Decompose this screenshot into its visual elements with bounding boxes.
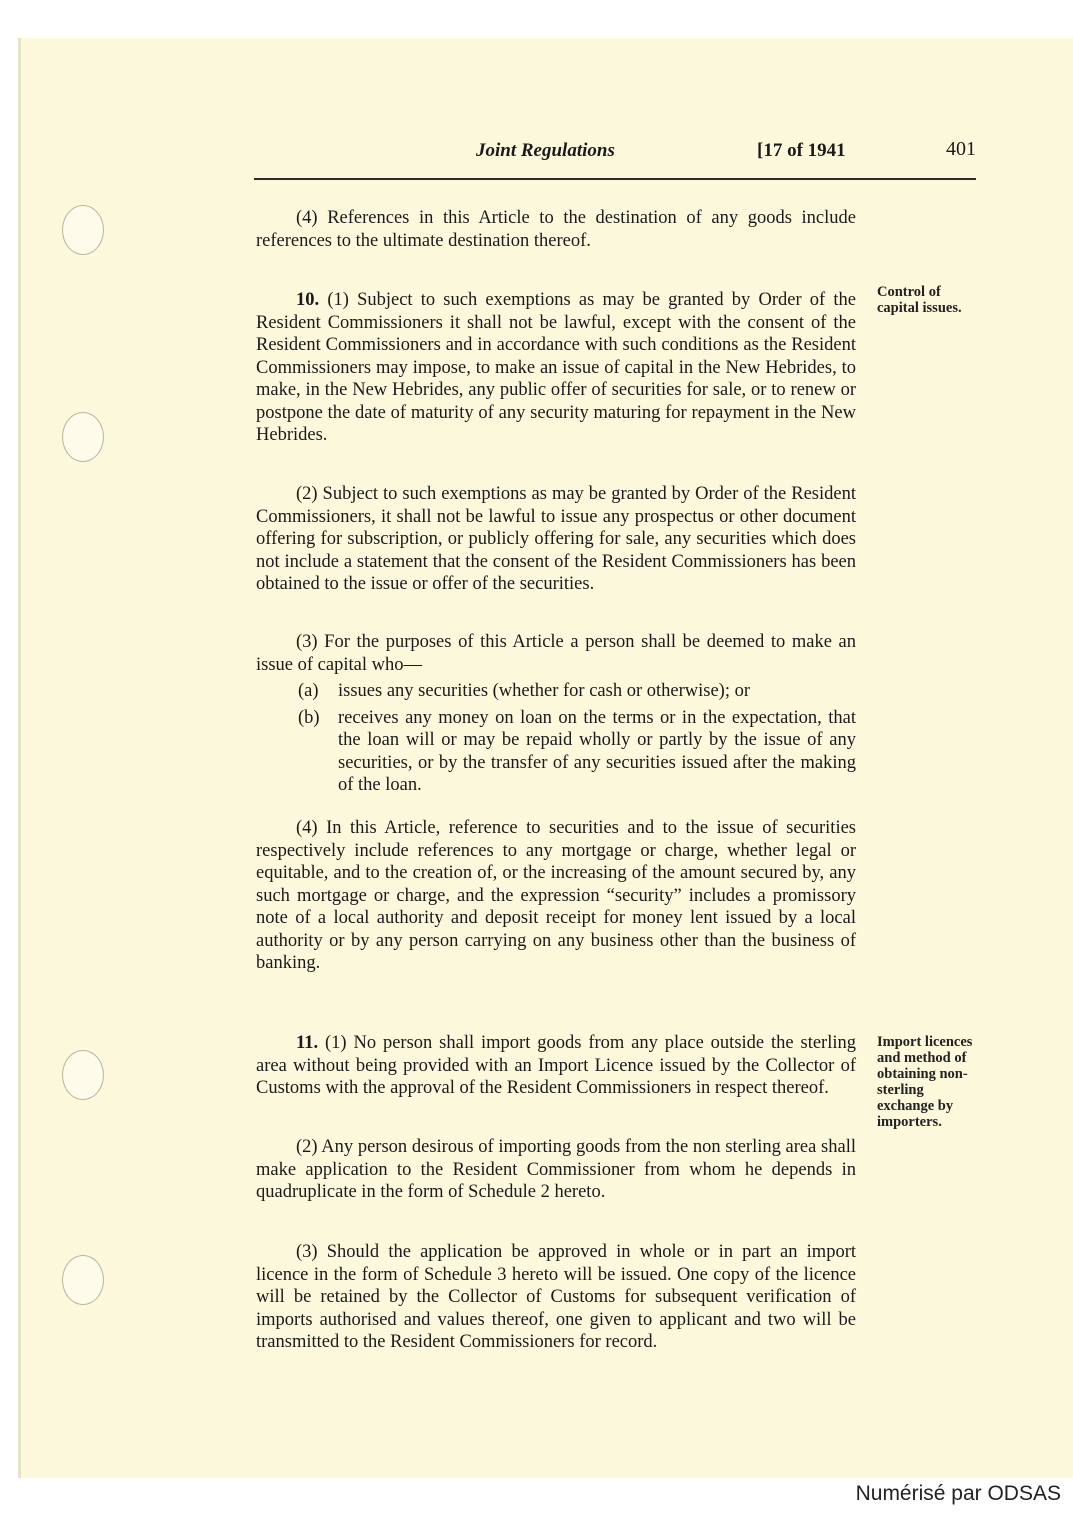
article-10-para-4: (4) In this Article, reference to securities and to the issue of securities respectively include references to any mortgage or charge, whether legal or equitable, and to the creation of, or the increasing of the amount secured by, any such mortgage or charge, and the expression “security” includes a promissory note of a local authority and deposit receipt for money lent issued by a local authority or by any person carrying on any business other than the business of banking. (256, 818, 856, 973)
article-10-number: 10. (296, 290, 320, 310)
page-edge (18, 38, 21, 1478)
paragraph-prev-4: (4) References in this Article to the destination of any goods include references to the ultimate destination thereof. (256, 208, 856, 251)
article-11-para-3: (3) Should the application be approved in whole or in part an import licence in the form of Schedule 3 hereto will be issued. One copy of the licence will be retained by the Collector of Customs for subsequent verification of imports authorised and values thereof, one given to applicant and two will be transmitted to the Resident Commissioners for record. (256, 1242, 856, 1352)
margin-note-control-of-capital-issues: Control of capital issues. (877, 284, 962, 316)
header-rule (254, 178, 976, 180)
running-title: Joint Regulations (476, 140, 615, 161)
article-10-para-1: 10. (1) Subject to such exemptions as may be granted by Order of the Resident Commissioners it shall not be lawful, except with the consent of the Resident Commissioners and in accordance with such conditions as the Resident Commissioners may impose, to make an issue of capital in the New Hebrides, to make, in the New Hebrides, any public offer of securities for sale, or to renew or postpone the date of maturity of any security maturing for repayment in the New Hebrides. (256, 290, 856, 445)
margin-note-import-licences: Import licences and method of obtaining non-sterling exchange by importers. (877, 1034, 973, 1130)
punch-hole (62, 1255, 104, 1305)
article-10-para-3: (3) For the purposes of this Article a person shall be deemed to make an issue of capital who— (a) issues any securities (whether for cash or otherwise); or (b) receives any money on loan on the terms or in the expectation, that the loan will or may be repaid wholly or partly by the issue of any securities, or by the transfer of any securities issued after the making of the loan. (256, 632, 856, 795)
article-10 (256, 289, 856, 447)
punch-hole (62, 1050, 104, 1100)
punch-hole (62, 205, 104, 255)
digitization-credit: Numérisé par ODSAS (855, 1482, 1061, 1505)
article-10-para-2: (2) Subject to such exemptions as may be granted by Order of the Resident Commissioners, it shall not be lawful to issue any prospectus or other document offering for subscription, or publicly offering for sale, any securities which does not include a statement that the consent of the Resident Commissioners has been obtained to the issue or offer of the securities. (256, 484, 856, 594)
article-10-item-a: (a) issues any securities (whether for cash or otherwise); or (298, 681, 751, 701)
article-11 (256, 1032, 856, 1100)
page-number: 401 (946, 138, 976, 160)
article-11-number: 11. (296, 1033, 319, 1053)
punch-hole (62, 412, 104, 462)
article-11-para-2: (2) Any person desirous of importing goods from the non sterling area shall make application to the Resident Commissioner from whom he depends in quadruplicate in the form of Schedule 2 hereto. (256, 1137, 856, 1202)
article-11-para-1: 11. (1) No person shall import goods from any place outside the sterling area without being provided with an Import Licence issued by the Collector of Customs with the approval of the Resident Commissioners in respect thereof. (256, 1033, 856, 1098)
regulation-reference: [17 of 1941 (757, 140, 846, 161)
article-10-item-b: (b) receives any money on loan on the terms or in the expectation, that the loan will or may be repaid wholly or partly by the issue of any securities, or by the transfer of any securities issued after the making of the loan. (298, 707, 856, 795)
